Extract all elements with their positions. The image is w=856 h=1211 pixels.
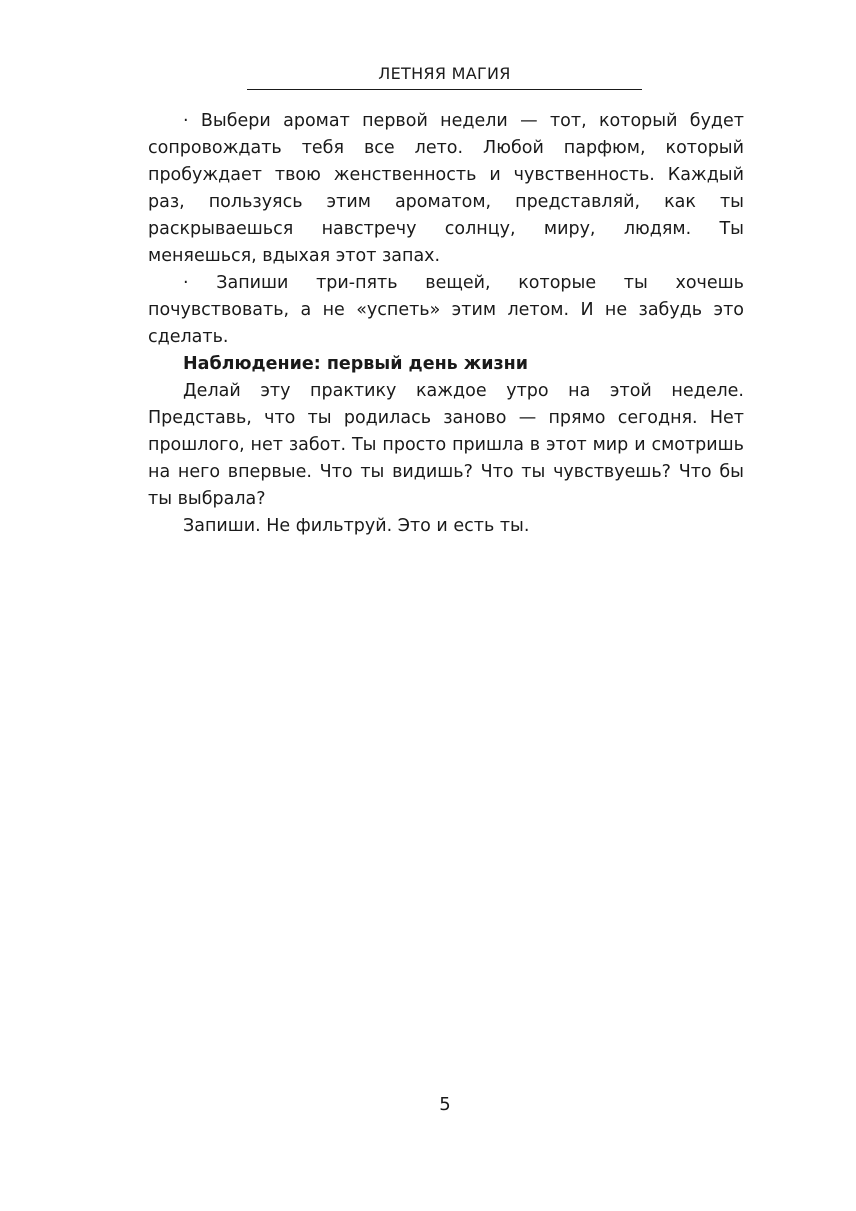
paragraph-closing: Запиши. Не фильтруй. Это и есть ты.	[183, 516, 530, 536]
paragraph-write-feelings: · Запиши три-пять вещей, которые ты хочешь почувствовать, а не «успеть» этим летом. И не забудь это сделать.	[148, 273, 744, 347]
paragraph-practice: Делай эту практику каждое утро на этой неделе. Представь, что ты родилась заново — прямо сегодня. Нет прошлого, нет забот. Ты просто пришла в этот мир и смотришь на него впервые. Что ты видишь? Что ты чувствуешь? Что бы ты выбрала?	[148, 381, 744, 509]
section-heading: Наблюдение: первый день жизни	[183, 354, 529, 374]
paragraph-fragrance: · Выбери аромат первой недели — тот, который будет сопровождать тебя все лето. Любой парфюм, который пробуждает твою женственность и чувственность. Каждый раз, пользуясь этим ароматом, представляй, как ты раскрываешься навстречу солнцу, миру, людям. Ты меняешься, вдыхая этот запах.	[148, 111, 744, 266]
running-header: ЛЕТНЯЯ МАГИЯ	[247, 64, 642, 90]
page-text	[148, 108, 744, 540]
page-number: 5	[439, 1094, 451, 1115]
